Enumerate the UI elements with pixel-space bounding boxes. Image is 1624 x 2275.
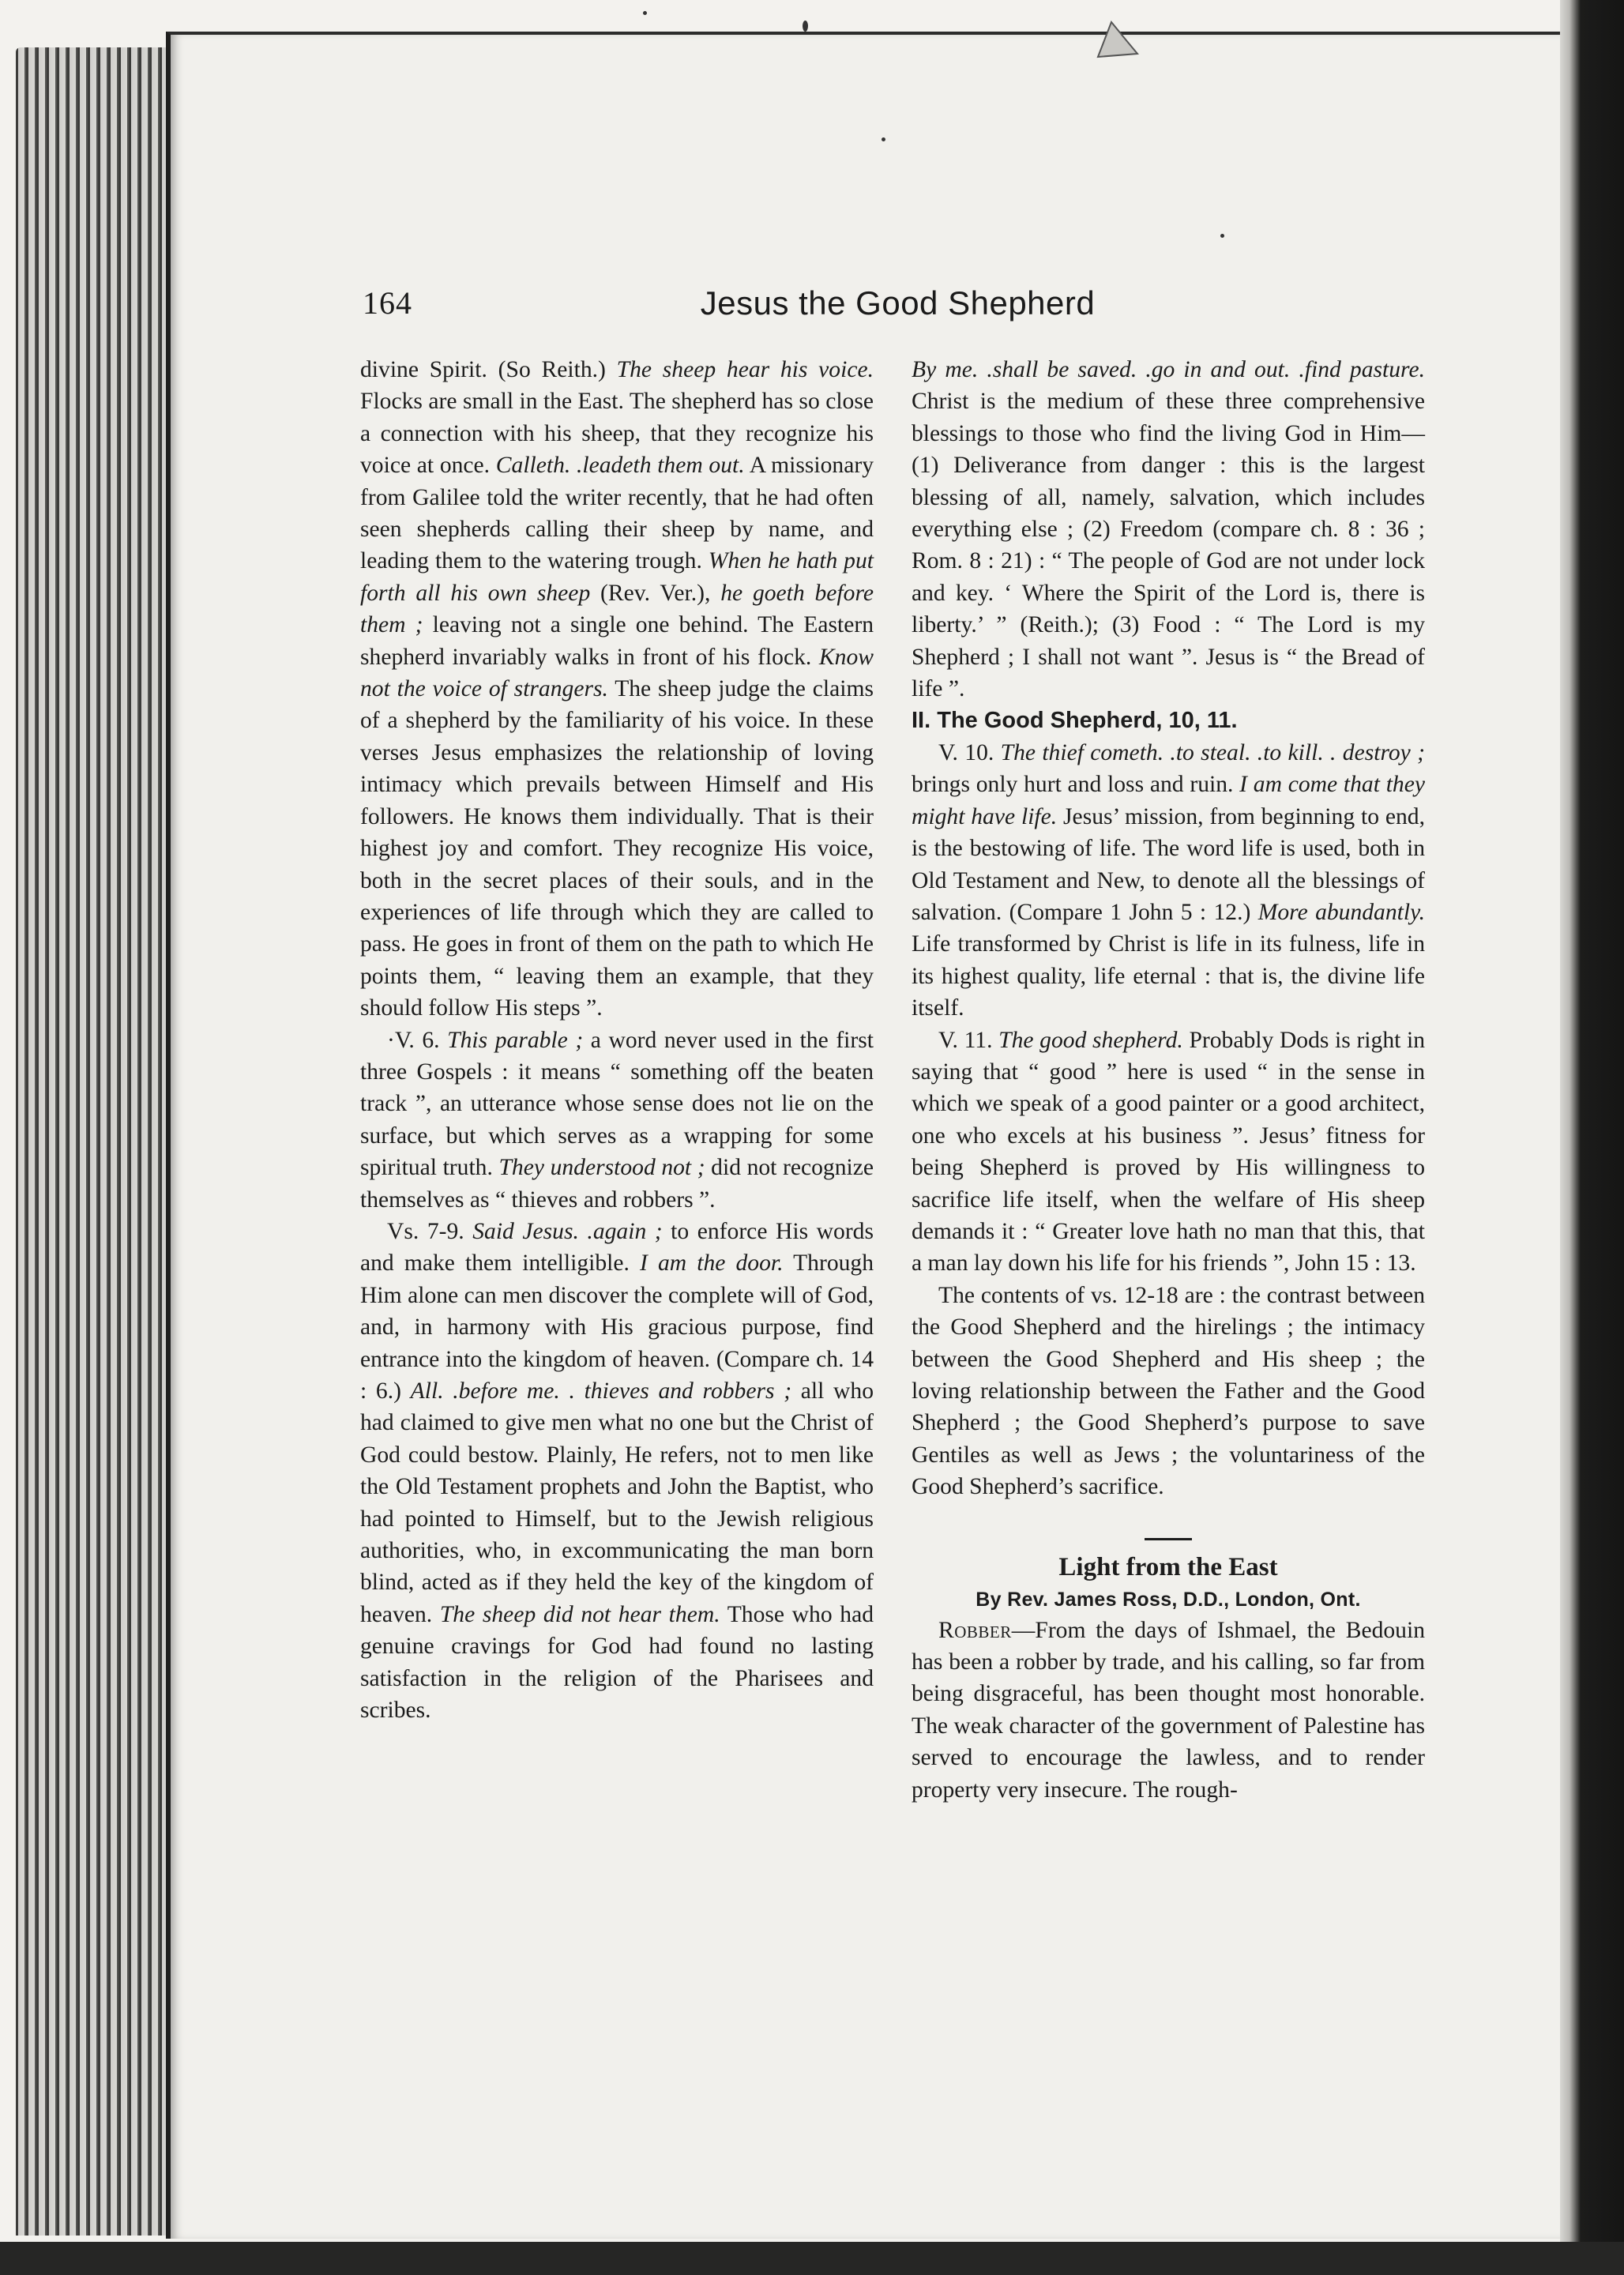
text: divine Spirit. (So Reith.) (360, 357, 617, 382)
text: V. 10. (938, 739, 1001, 765)
text: —From the days of Ishmael, the Bedouin has been a robber by trade, and his calling, so far from being disgraceful, has been thought most honorable. The weak character of the government of Palestine has served to encourage the lawless, and to render property very insecure. The rough- (912, 1617, 1425, 1803)
left-column (360, 354, 874, 1726)
text: all who had claimed to give men what no one but the Christ of God could bestow. Plainly, He refers, not to men like the Old Testament prophets and John the Baptist, who had pointed to Himself, but to the Jewish religious authorities, who, in excommunicating the man born blind, acted as if they held the key of the kingdom of heaven. (360, 1378, 874, 1627)
italic-text: The sheep hear his voice. (616, 357, 874, 382)
text: Jesus’ mission, from beginning to end, is the bestowing of life. The word life is used, both in Old Testament and New, to denote all the blessings of salvation. (Compare 1 John 5 : 12.) (912, 803, 1425, 925)
dust-speck (643, 11, 647, 15)
text: did not recognize themselves as “ thieves and robbers ”. (360, 1155, 874, 1213)
text: Life transformed by Christ is life in its fulness, life in its highest quality, life eternal : that is, the divine life itself. (912, 931, 1425, 1021)
text: Those who had genuine cravings for God had found no lasting satisfaction in the religion of the Pharisees and scribes. (360, 1601, 874, 1724)
italic-text: They understood not ; (498, 1155, 705, 1181)
text: V. 11. (938, 1027, 999, 1053)
dust-speck (882, 137, 885, 141)
text: Flocks are small in the East. The shepherd has so close a connection with his sheep, that they recognize his voice at once. (360, 389, 874, 479)
italic-text: Said Jesus. .again ; (472, 1218, 663, 1244)
paragraph (360, 1216, 874, 1727)
italic-text: he goeth before them ; (360, 580, 874, 638)
paragraph (912, 1615, 1425, 1806)
text: a word never used in the first three Gospels : it means “ something off the beaten track ”, an utterance whose sense does not lie on the surface, but which serves as a wrapping for some spiritual truth. (360, 1027, 874, 1181)
paragraph (912, 1025, 1425, 1280)
text: to enforce His words and make them intelligible. (360, 1218, 874, 1277)
italic-text: The sheep did not hear them. (439, 1601, 720, 1627)
paragraph (360, 1025, 874, 1216)
italic-text: This parable ; (447, 1027, 584, 1053)
text: Vs. 7-9. (387, 1218, 473, 1244)
text: Christ is the medium of these three comprehensive blessings to those who find the living God in Him—(1) Deliverance from danger : this is the largest blessing of all, namely, salvation, which includes everything else ; (2) Freedom (compare ch. 8 : 36 ; Rom. 8 : 21) : “ The people of God are not under lock and key. ‘ Where the Spirit of the Lord is, there is liberty.’ ” (Reith.); (3) Food : “ The Lord is my Shepherd ; I shall not want ”. Jesus is “ the Bread of life ”. (912, 389, 1425, 702)
right-scan-border (1560, 0, 1624, 2275)
running-title: Jesus the Good Shepherd (700, 284, 1096, 322)
bottom-scan-border (0, 2242, 1624, 2275)
paragraph: The contents of vs. 12-18 are : the contrast between the Good Shepherd and the hirelings ; the intimacy between the Good Shepherd and His sheep ; the loving relationship between the Father and the Good Shepherd ; the Good Shepherd’s purpose to save Gentiles as well as Jews ; the voluntariness of the Good Shepherd’s sacrifice. (912, 1282, 1425, 1500)
divider-rule (1145, 1538, 1192, 1540)
text: (Rev. Ver.), (590, 580, 721, 606)
paragraph (360, 354, 874, 1025)
italic-text: I am the door. (640, 1250, 784, 1277)
text: ·V. 6. (387, 1027, 448, 1053)
section-heading: II. The Good Shepherd, 10, 11. (912, 708, 1238, 734)
italic-text: All. .before me. . thieves and robbers ; (410, 1378, 792, 1404)
small-caps-text: Robber (938, 1617, 1012, 1643)
italic-text: Know not the voice of strangers. (360, 644, 874, 702)
italic-text: Calleth. .leadeth them out. (495, 453, 745, 479)
italic-text: By me. .shall be saved. .go in and out. .find pasture. (912, 357, 1425, 382)
dust-speck (803, 21, 808, 32)
text: A missionary from Galilee told the writer recently, that he had often seen shepherds calling their sheep by name, and leading them to the watering trough. (360, 453, 874, 574)
italic-text: I am come that they might have life. (912, 772, 1425, 829)
text: The sheep judge the claims of a shepherd by the familiarity of his voice. In these verses Jesus emphasizes the relationship of loving intimacy which prevails between Himself and His followers. He knows them individually. That is their highest joy and comfort. They recognize His voice, both in the secret places of their souls, and in the experiences of life through which they are called to pass. He goes in front of them on the path to which He points them, “ leaving them an example, that they should follow His steps ”. (360, 676, 874, 1021)
dust-speck (1220, 234, 1224, 238)
byline: By Rev. James Ross, D.D., London, Ont. (976, 1588, 1361, 1611)
text: Probably Dods is right in saying that “ good ” here is used “ in the sense in which we speak of a good painter or a good architect, one who excels at his business ”. Jesus’ fitness for being Shepherd is proved by His willingness to sacrifice life itself, when the welfare of His sheep demands it : “ Greater love hath no man that this, that a man lay down his life for his friends ”, John 15 : 13. (912, 1027, 1425, 1277)
text: brings only hurt and loss and ruin. (912, 772, 1240, 798)
right-column (912, 354, 1425, 1806)
tear-mark-icon (1094, 16, 1141, 63)
paragraph (912, 354, 1425, 705)
italic-text: More abundantly. (1257, 899, 1425, 925)
text: leaving not a single one behind. The Eastern shepherd invariably walks in front of his flock. (360, 612, 874, 670)
page-header (363, 284, 1433, 340)
paragraph (912, 737, 1425, 1025)
page-edge-stack (16, 47, 170, 2236)
italic-text: When he hath put forth all his own sheep (360, 548, 874, 606)
feature-title: Light from the East (1058, 1552, 1278, 1581)
page-number: 164 (363, 285, 412, 321)
italic-text: The good shepherd. (998, 1027, 1183, 1053)
italic-text: The thief cometh. .to steal. .to kill. . destroy ; (1000, 739, 1425, 765)
text: Through Him alone can men discover the complete will of God, and, in harmony with His gracious purpose, find entrance into the kingdom of heaven. (Compare ch. 14 : 6.) (360, 1250, 874, 1404)
